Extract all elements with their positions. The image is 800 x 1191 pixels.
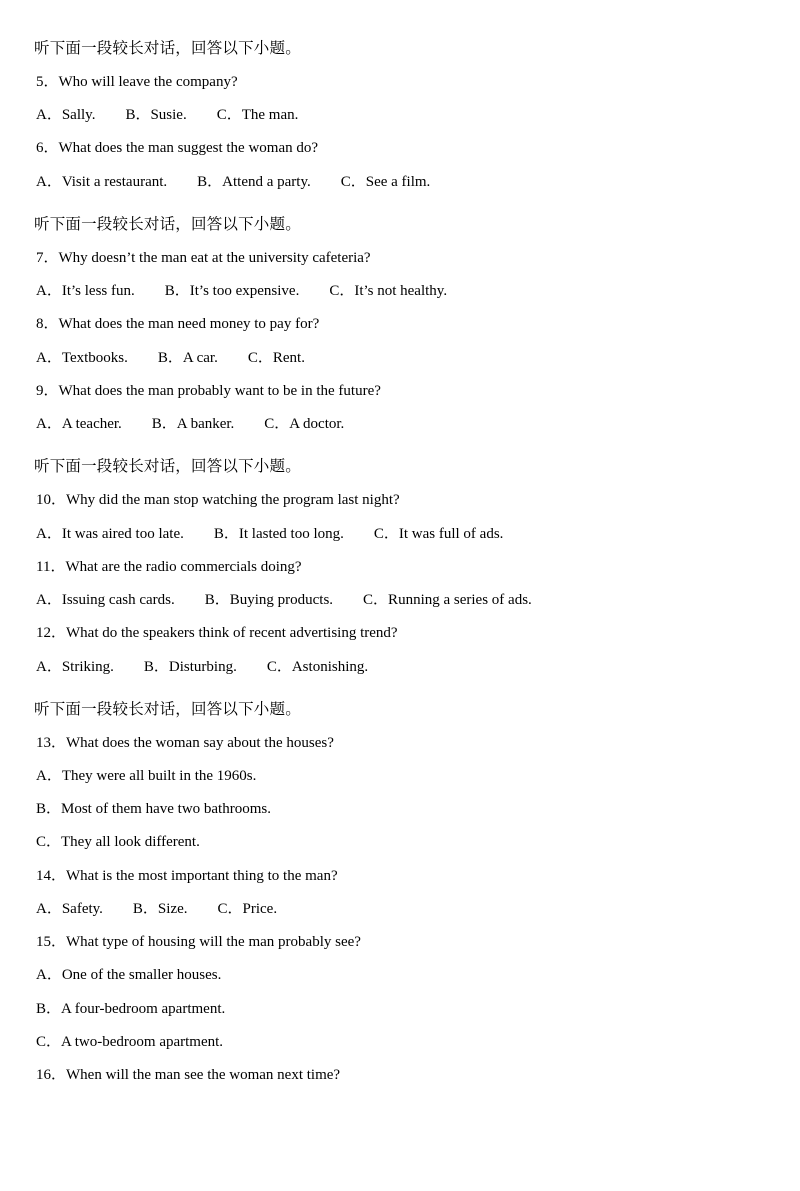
option-line: B．Most of them have two bathrooms. [36,801,271,818]
question-line: 6．What does the man suggest the woman do? [36,140,319,157]
question-line: 5．Who will leave the company? [36,73,238,90]
question-line: 15．What type of housing will the man probably see? [36,934,361,951]
section-heading: 听下面一段较长对话，回答以下小题。 [34,39,301,57]
question-line: 13．What does the woman say about the houses? [36,734,334,751]
question-line: 11．What are the radio commercials doing? [36,558,302,575]
question-line: 9．What does the man probably want to be in the future? [36,382,381,399]
option-line: A．A teacher. B．A banker. C．A doctor. [36,416,345,433]
section-heading: 听下面一段较长对话，回答以下小题。 [34,457,301,476]
question-line: 12．What do the speakers think of recent advertising trend? [36,625,398,642]
option-line: A．It’s less fun. B．It’s too expensive. C．It’s not healthy. [36,283,448,300]
question-group-2 [34,205,740,434]
option-line: A．Visit a restaurant. B．Attend a party. C．See a film. [36,173,431,190]
option-line: C．They all look different. [36,834,200,851]
option-line: A．Sally. B．Susie. C．The man. [36,107,299,124]
question-line: 8．What does the man need money to pay for? [36,316,320,333]
option-line: A．Striking. B．Disturbing. C．Astonishing. [36,658,369,675]
option-line: A．One of the smaller houses. [36,967,222,984]
option-line: B．A four-bedroom apartment. [36,1000,226,1017]
option-line: A．Textbooks. B．A car. C．Rent. [36,349,305,366]
question-line: 10．Why did the man stop watching the program last night? [36,492,400,509]
option-line: A．They were all built in the 1960s. [36,767,257,784]
question-group-1 [34,38,740,192]
section-heading: 听下面一段较长对话，回答以下小题。 [34,699,301,718]
section-heading: 听下面一段较长对话，回答以下小题。 [34,214,301,233]
option-line: A．It was aired too late. B．It lasted too long. C．It was full of ads. [36,525,504,542]
question-group-4 [34,690,740,1086]
option-line: A．Safety. B．Size. C．Price. [36,900,278,917]
question-line: 7．Why doesn’t the man eat at the university cafeteria? [36,249,371,266]
question-group-3 [34,447,740,676]
option-line: C．A two-bedroom apartment. [36,1033,224,1050]
option-line: A．Issuing cash cards. B．Buying products. C．Running a series of ads. [36,592,532,609]
question-line: 16．When will the man see the woman next time? [36,1067,341,1084]
question-line: 14．What is the most important thing to the man? [36,867,338,884]
